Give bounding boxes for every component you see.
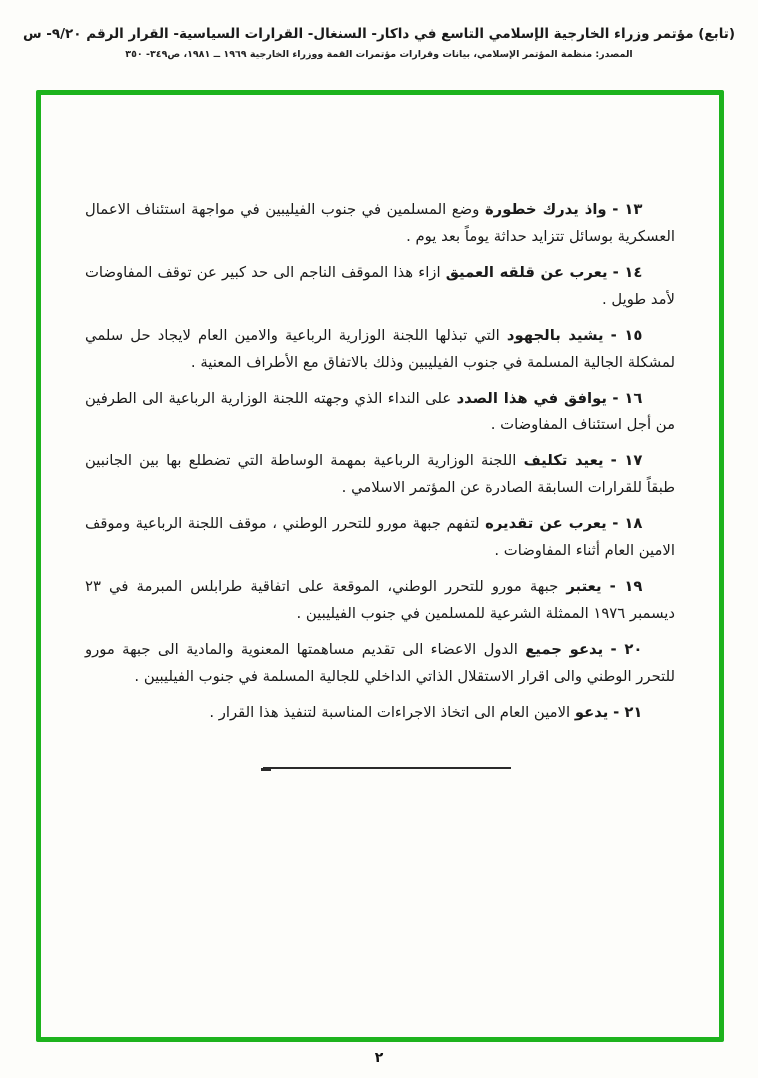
resolution-paragraph [85,448,675,502]
paragraph-text: جبهة مورو للتحرر الوطني، الموقعة على اتفاقية طرابلس المبرمة في ٢٣ ديسمبر ١٩٧٦ الممثلة الشرعية للمسلمين في جنوب الفيليبين . [85,578,675,622]
paragraph-number: ١٣ - [612,201,643,218]
paragraph-number: ٢١ - [613,703,643,721]
paragraph-number: ١٤ - [612,263,643,281]
paragraph-number: ١٨ - [612,515,643,533]
paragraph-text: التي تبذلها اللجنة الوزارية الرباعية والامين العام لايجاد حل سلمي لمشكلة الجالية المسلمة في جنوب الفيليبين وذلك بالاتفاق مع الأطراف المعنية . [85,326,675,371]
paragraph-text: على النداء الذي وجهته اللجنة الوزارية الرباعية الى الطرفين من أجل استئناف المفاوضات . [85,389,675,434]
resolution-paragraph [85,323,675,377]
paragraph-number: ٢٠ - [610,640,643,658]
paragraph-text: لتفهم جبهة مورو للتحرر الوطني ، موقف اللجنة الرباعية وموقف الامين العام أثناء المفاوضات . [85,515,675,560]
paragraph-number: ١٦ - [612,389,643,407]
paragraph-text: اللجنة الوزارية الرباعية بمهمة الوساطة التي تضطلع بها بين الجانبين طبقاً للقرارات السابقة الصادرة عن المؤتمر الاسلامي . [85,452,675,497]
resolution-paragraph [85,386,675,440]
paragraph-text: وضع المسلمين في جنوب الفيليبين في مواجهة استئناف الاعمال العسكرية بوسائل تتزايد حداثة يوماً بعد يوم . [85,201,675,245]
paragraph-lead: يعتبر [566,578,602,596]
paragraph-text: ازاء هذا الموقف الناجم الى حد كبير عن توقف المفاوضات لأمد طويل . [85,263,675,308]
paragraph-lead: يعيد تكليف [523,452,604,470]
paragraph-lead: يعرب عن تقديره [485,515,607,533]
paragraph-lead: يشيد بالجهود [506,326,604,344]
document-header [0,0,758,60]
paragraph-text: الامين العام الى اتخاذ الاجراءات المناسبة لتنفيذ هذا القرار . [209,703,571,721]
paragraph-lead: يدعو [574,703,609,721]
paragraph-lead: واذ يدرك خطورة [484,201,607,218]
paragraph-number: ١٥ - [610,326,643,344]
resolution-paragraph [85,637,675,691]
divider-line [263,767,511,769]
resolution-paragraph [85,260,675,314]
paragraph-lead: يعرب عن قلقه العميق [445,263,608,281]
resolution-paragraph [85,511,675,565]
resolution-paragraph [85,197,675,251]
resolution-body [41,95,719,769]
paragraph-text: الدول الاعضاء الى تقديم مساهمتها المعنوية والمادية الى جبهة مورو للتحرر الوطني والى اقرار الاستقلال الذاتي الداخلي للجالية المسلمة في جنوب الفيليبين . [85,640,675,685]
header-source: المصدر: منظمة المؤتمر الإسلامي، بيانات وقرارات مؤتمرات القمة ووزراء الخارجية ١٩٦٩ ــ ١٩٨١، ص٣٤٩- ٣٥٠ [125,49,633,60]
page-number: ٢ [374,1050,384,1066]
header-title: (تابع) مؤتمر وزراء الخارجية الإسلامي التاسع في داكار- السنغال- القرارات السياسية- القرار الرقم ٩/٢٠- س [22,26,736,42]
resolution-paragraph [85,700,675,727]
paragraph-lead: يوافق في هذا الصدد [456,389,607,407]
resolution-paragraph [85,574,675,628]
paragraph-number: ١٩ - [609,578,643,596]
paragraph-number: ١٧ - [610,452,643,470]
paragraph-lead: يدعو جميع [525,640,604,658]
